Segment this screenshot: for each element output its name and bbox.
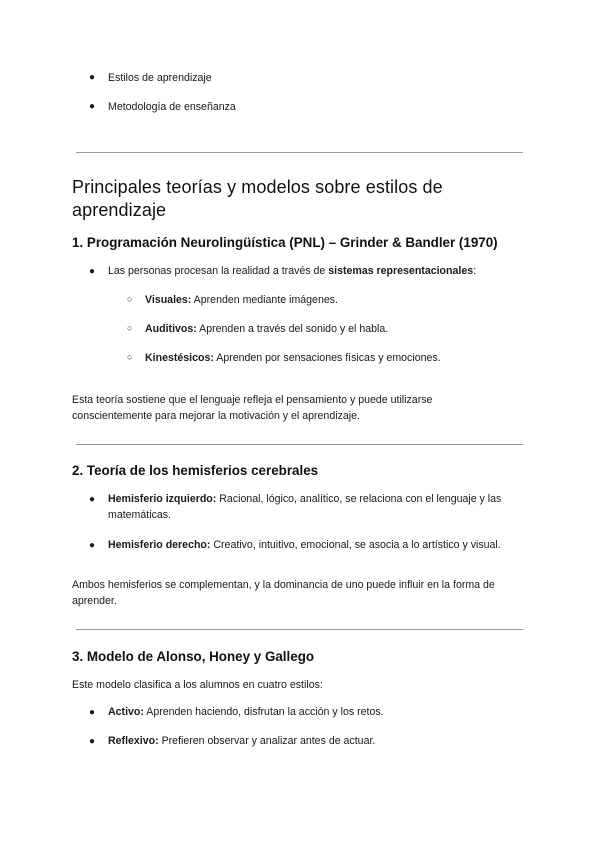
- pnl-sub-item: [145, 292, 338, 309]
- hemis-item: [108, 491, 501, 508]
- bullet-icon: ●: [89, 72, 96, 83]
- sub-item-term: Visuales:: [145, 294, 192, 306]
- alonso-item-text: Aprenden haciendo, disfrutan la acción y los retos.: [143, 706, 384, 718]
- hemis-item: [108, 537, 501, 554]
- hemis-paragraph-line-2: aprender.: [72, 595, 117, 607]
- bullet-icon: ●: [89, 266, 96, 277]
- hemis-paragraph-line-1: Ambos hemisferios se complementan, y la dominancia de uno puede influir en la forma de: [72, 579, 495, 591]
- sub-item-term: Kinestésicos:: [145, 352, 214, 364]
- sub-item-term: Auditivos:: [145, 323, 197, 335]
- alonso-item-term: Reflexivo:: [108, 735, 159, 747]
- hemis-item-text: Creativo, intuitivo, emocional, se asocia a lo artístico y visual.: [210, 539, 501, 551]
- pnl-bullet-bold: sistemas representacionales: [328, 265, 474, 277]
- hemis-item-text: Racional, lógico, analítico, se relaciona con el lenguaje y las: [216, 493, 502, 505]
- main-title-line-2: aprendizaje: [72, 200, 167, 220]
- section-heading-hemisferios: 2. Teoría de los hemisferios cerebrales: [72, 463, 319, 478]
- alonso-item-term: Activo:: [108, 706, 144, 718]
- alonso-item: [108, 704, 384, 721]
- alonso-intro: Este modelo clasifica a los alumnos en cuatro estilos:: [72, 679, 323, 691]
- pnl-bullet-text: Las personas procesan la realidad a través de: [108, 265, 329, 277]
- horizontal-rule: [76, 629, 523, 630]
- hemis-item-term: Hemisferio derecho:: [108, 539, 211, 551]
- pnl-paragraph-line-1: Esta teoría sostiene que el lenguaje refleja el pensamiento y puede utilizarse: [72, 394, 433, 406]
- bullet-icon: ●: [89, 494, 96, 505]
- bullet-icon: ●: [89, 101, 96, 112]
- sub-item-text: Aprenden por sensaciones físicas y emociones.: [213, 352, 441, 364]
- sub-item-text: Aprenden a través del sonido y el habla.: [196, 323, 389, 335]
- section-heading-alonso: 3. Modelo de Alonso, Honey y Gallego: [72, 649, 315, 664]
- sub-item-text: Aprenden mediante imágenes.: [191, 294, 338, 306]
- bullet-icon: ●: [89, 736, 96, 747]
- bullet-icon: ●: [89, 707, 96, 718]
- hemis-item-continuation: matemáticas.: [108, 509, 171, 521]
- alonso-item: [108, 733, 375, 750]
- pnl-sub-item: [145, 350, 441, 367]
- section-heading-pnl: 1. Programación Neurolingüística (PNL) – Grinder & Bandler (1970): [72, 235, 498, 250]
- horizontal-rule: [76, 444, 523, 445]
- alonso-item-text: Prefieren observar y analizar antes de actuar.: [158, 735, 376, 747]
- pnl-sub-item: [145, 321, 388, 338]
- pnl-bullet: [108, 263, 476, 280]
- main-title-line-1: Principales teorías y modelos sobre estilos de: [72, 177, 443, 197]
- circle-bullet-icon: ○: [127, 294, 133, 304]
- horizontal-rule: [76, 152, 523, 153]
- pnl-bullet-end: :: [473, 265, 477, 277]
- top-list-item: Estilos de aprendizaje: [108, 72, 212, 84]
- circle-bullet-icon: ○: [127, 352, 133, 362]
- bullet-icon: ●: [89, 540, 96, 551]
- pnl-paragraph-line-2: conscientemente para mejorar la motivación y el aprendizaje.: [72, 410, 360, 422]
- circle-bullet-icon: ○: [127, 323, 133, 333]
- top-list-item: Metodología de enseñanza: [108, 101, 236, 113]
- hemis-item-term: Hemisferio izquierdo:: [108, 493, 217, 505]
